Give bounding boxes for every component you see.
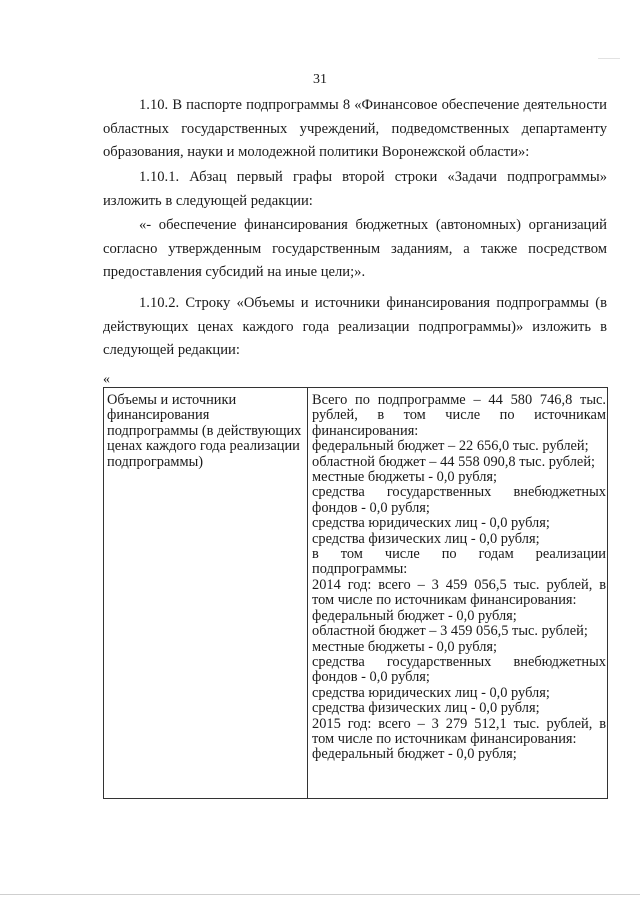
detail-line: областной бюджет – 3 459 056,5 тыс. рублей; [312,623,588,640]
detail-line: средства государственных внебюджетных [312,653,606,670]
detail-line: 2014 год: всего – 3 459 056,5 тыс. рублей, в [312,576,606,593]
opening-quote-mark: « [103,372,110,387]
label-line: подпрограммы (в действующих [107,422,302,439]
detail-line: 2015 год: всего – 3 279 512,1 тыс. рублей, в [312,715,606,732]
detail-line: фондов - 0,0 рубля; [312,669,430,686]
label-line: подпрограммы) [107,453,204,470]
detail-line: фондов - 0,0 рубля; [312,499,430,516]
detail-line: том числе по источникам финансирования: [312,730,577,747]
detail-line: средства юридических лиц - 0,0 рубля; [312,515,550,532]
detail-line: средства физических лиц - 0,0 рубля; [312,530,540,547]
detail-line: федеральный бюджет – 22 656,0 тыс. рублей; [312,438,589,455]
detail-line: средства государственных внебюджетных [312,484,606,501]
paragraph-1-10-1: 1.10.1. Абзац первый графы второй строки «Задачи подпрограммы» изложить в следующей редакции: [103,169,607,209]
detail-line: средства физических лиц - 0,0 рубля; [312,700,540,717]
detail-line: федеральный бюджет - 0,0 рубля; [312,607,517,624]
funding-table [103,387,608,799]
detail-line: том числе по источникам финансирования: [312,592,577,609]
detail-line: федеральный бюджет - 0,0 рубля; [312,746,517,763]
detail-line: средства юридических лиц - 0,0 рубля; [312,684,550,701]
paragraph-tasks-quote: «- обеспечение финансирования бюджетных (автономных) организаций согласно утвержденным государственным заданиям, а также посредством предоставления субсидий на иные цели;». [103,217,607,280]
paragraph-1-10-2: 1.10.2. Строку «Объемы и источники финансирования подпрограммы (в действующих ценах каждого года реализации подпрограммы)» изложить в следующей редакции: [103,295,607,358]
page-number: 31 [313,72,327,87]
table-cell-label [107,393,305,470]
detail-line: местные бюджеты - 0,0 рубля; [312,638,497,655]
label-line: финансирования [107,407,210,424]
label-line: Объемы и источники [107,392,237,408]
label-line: ценах каждого года реализации [107,438,300,455]
detail-line: Всего по подпрограмме – 44 580 746,8 тыс. [312,392,606,408]
detail-line: рублей, в том числе по источникам [312,407,606,424]
detail-line: финансирования: [312,422,419,439]
paragraph-1-10: 1.10. В паспорте подпрограммы 8 «Финансовое обеспечение деятельности областных государственных учреждений, подведомственных департаменту образования, науки и молодежной политики Воронежской области»: [103,97,607,160]
detail-line: областной бюджет – 44 558 090,8 тыс. рублей; [312,453,596,470]
detail-line: местные бюджеты - 0,0 рубля; [312,469,497,486]
detail-line: в том числе по годам реализации [312,546,606,563]
table-column-divider [307,388,308,798]
detail-line: подпрограммы: [312,561,408,578]
scan-mark [598,58,620,59]
page-bottom-edge [0,894,640,895]
table-cell-funding-details [312,393,606,763]
